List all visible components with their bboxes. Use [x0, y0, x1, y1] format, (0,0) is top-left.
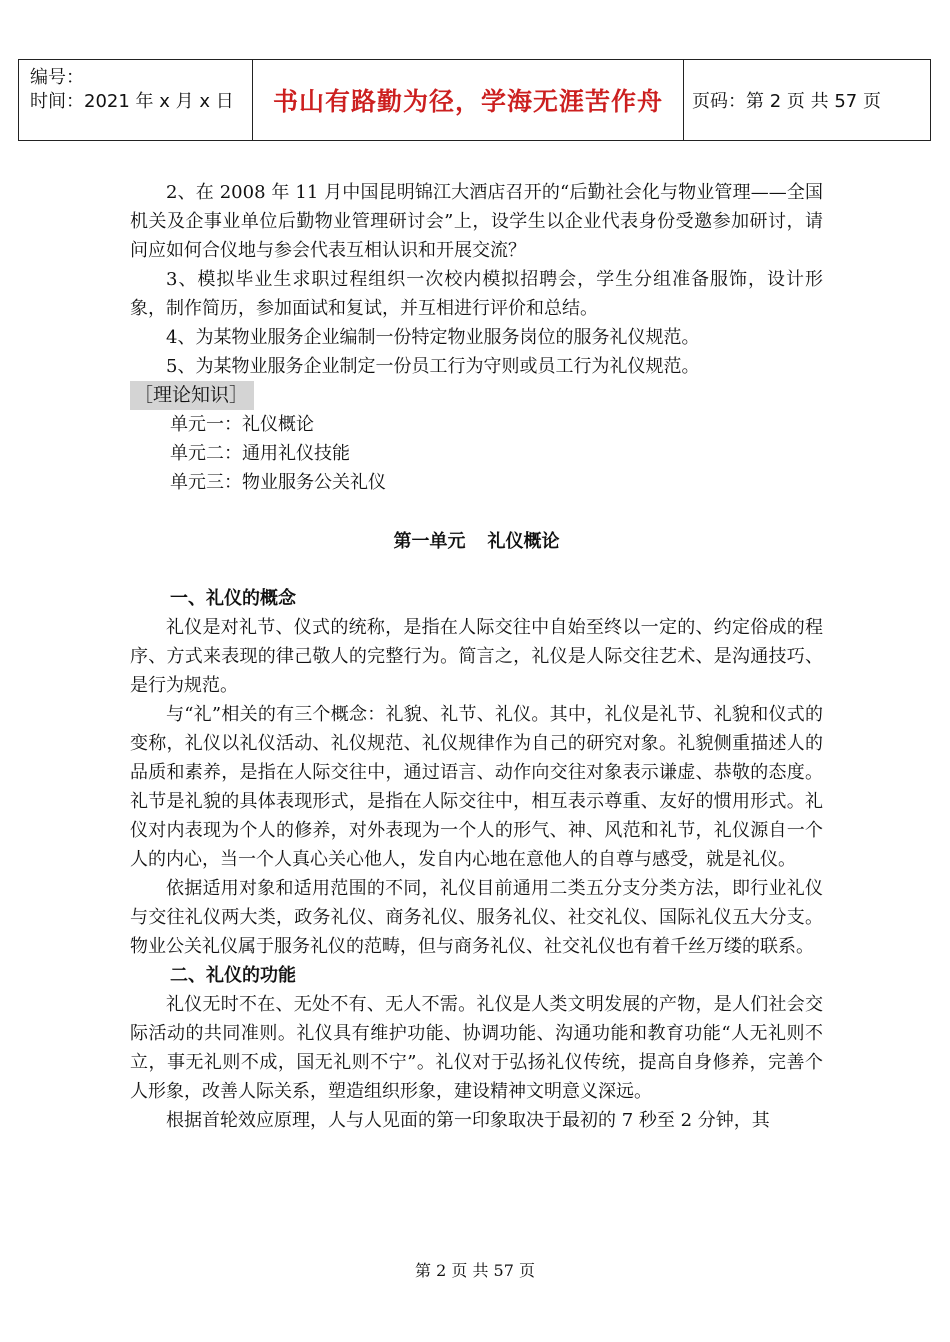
paragraph: 依据适用对象和适用范围的不同，礼仪目前通用二类五分支分类方法，即行业礼仪与交往礼仪两大类，政务礼仪、商务礼仪、服务礼仪、社交礼仪、国际礼仪五大分支。物业公关礼仪属于服务礼仪的范畴，但与商务礼仪、社交礼仪也有着千丝万缕的联系。: [130, 878, 823, 957]
task-item: 4、为某物业服务企业编制一份特定物业服务岗位的服务礼仪规范。: [166, 327, 700, 348]
header-page-code: 页码：第 2 页 共 57 页: [692, 91, 881, 112]
serial-label: 编号：: [30, 67, 84, 88]
task-item: 2、在 2008 年 11 月中国昆明锦江大酒店召开的“后勤社会化与物业管理——全国机关及企事业单位后勤物业管理研讨会”上，设学生以企业代表身份受邀参加研讨，请问应如何合仪地与参会代表互相认识和开展交流？: [130, 182, 823, 261]
page-header-table: [18, 59, 931, 141]
time-label: 时间：2021 年 x 月 x 日: [30, 91, 234, 112]
chapter-name: 礼仪概论: [487, 531, 560, 552]
chapter-number: 第一单元: [393, 531, 466, 552]
unit-item: 单元三：物业服务公关礼仪: [170, 472, 386, 493]
header-motto: 书山有路勤为径，学海无涯苦作舟: [253, 60, 684, 140]
paragraph: 礼仪是对礼节、仪式的统称，是指在人际交往中自始至终以一定的、约定俗成的程序、方式来表现的律己敬人的完整行为。简言之，礼仪是人际交往艺术、是沟通技巧、是行为规范。: [130, 617, 823, 696]
paragraph: 礼仪无时不在、无处不有、无人不需。礼仪是人类文明发展的产物，是人们社会交际活动的共同准则。礼仪具有维护功能、协调功能、沟通功能和教育功能“人无礼则不立，事无礼则不成，国无礼则不宁”。礼仪对于弘扬礼仪传统，提高自身修养，完善个人形象，改善人际关系，塑造组织形象，建设精神文明意义深远。: [130, 994, 823, 1102]
task-item: 5、为某物业服务企业制定一份员工行为守则或员工行为礼仪规范。: [166, 356, 700, 377]
page-footer: 第 2 页 共 57 页: [415, 1261, 535, 1280]
section-heading: 一、礼仪的概念: [170, 588, 296, 609]
paragraph: 根据首轮效应原理，人与人见面的第一印象取决于最初的 7 秒至 2 分钟，其: [166, 1110, 770, 1131]
unit-item: 单元二：通用礼仪技能: [170, 443, 350, 464]
chapter-title: [130, 527, 823, 556]
document-body: [130, 178, 823, 1135]
section-heading: 二、礼仪的功能: [170, 965, 296, 986]
unit-item: 单元一：礼仪概论: [170, 414, 314, 435]
header-meta-cell: [19, 60, 253, 140]
theory-label-row: [2, 381, 823, 410]
task-item: 3、模拟毕业生求职过程组织一次校内模拟招聘会，学生分组准备服饰，设计形象，制作简历，参加面试和复试，并互相进行评价和总结。: [130, 269, 823, 319]
theory-knowledge-label: ［理论知识］: [130, 381, 254, 410]
paragraph: 与“礼”相关的有三个概念：礼貌、礼节、礼仪。其中，礼仪是礼节、礼貌和仪式的变称，礼仪以礼仪活动、礼仪规范、礼仪规律作为自己的研究对象。礼貌侧重描述人的品质和素养，是指在人际交往中，通过语言、动作向交往对象表示谦虚、恭敬的态度。礼节是礼貌的具体表现形式，是指在人际交往中，相互表示尊重、友好的惯用形式。礼仪对内表现为个人的修养，对外表现为一个人的形气、神、风范和礼节，礼仪源自一个人的内心，当一个人真心关心他人，发自内心地在意他人的自尊与感受，就是礼仪。: [130, 704, 823, 870]
